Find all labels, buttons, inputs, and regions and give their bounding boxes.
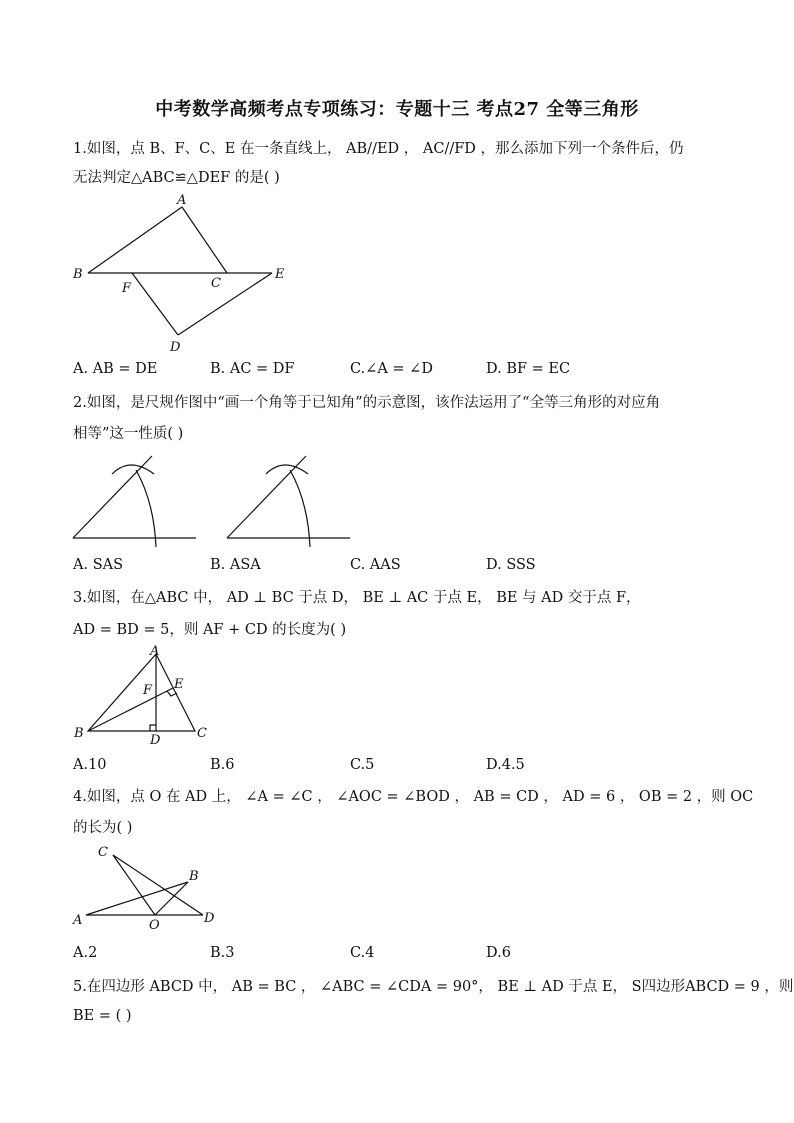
q4-segment-CD — [113, 855, 203, 915]
q1-segment-DE — [178, 273, 272, 335]
q2-right-slant-ray — [227, 456, 306, 538]
q3-text-line2: AD = BD = 5，则 AF + CD 的长度为( ) — [73, 622, 347, 638]
q4-figure — [70, 840, 220, 940]
q1-label-A: A — [177, 193, 187, 208]
q3-option-a: A.10 — [73, 757, 107, 773]
q4-segment-CO — [113, 855, 155, 915]
q1-segment-FD — [132, 273, 178, 335]
q3-label-E: E — [174, 677, 184, 692]
q4-text-line1: 4.如图，点 O 在 AD 上， ∠A = ∠C ， ∠AOC = ∠BOD ， AB = CD ， AD = 6 ， OB = 2 ，则 OC — [73, 789, 754, 805]
q3-option-b: B.6 — [210, 757, 235, 773]
q1-figure — [70, 190, 300, 360]
q2-right-big-arc — [290, 470, 310, 547]
q1-label-E: E — [275, 267, 285, 282]
q3-option-c: C.5 — [350, 757, 375, 773]
q3-figure — [70, 642, 220, 752]
q4-option-c: C.4 — [350, 945, 375, 961]
q4-label-A: A — [73, 913, 83, 928]
q2-left-small-arc — [112, 465, 154, 474]
q4-text-line2: 的长为( ) — [73, 820, 133, 836]
q1-text-line1: 1.如图，点 B、F、C、E 在一条直线上， AB//ED ， AC//FD ，那么添加下列一个条件后，仍 — [73, 141, 684, 157]
q4-label-B: B — [189, 869, 199, 884]
q3-label-C: C — [197, 726, 207, 741]
q5-text-line1: 5.在四边形 ABCD 中， AB = BC ， ∠ABC = ∠CDA = 90°， BE ⊥ AD 于点 E， S四边形ABCD = 9 ，则 — [73, 979, 794, 995]
q2-figure-left — [70, 452, 200, 552]
q1-label-C: C — [211, 276, 221, 291]
q1-text-line2: 无法判定△ABC≌△DEF 的是( ) — [73, 170, 280, 186]
q4-option-a: A.2 — [73, 945, 98, 961]
q2-option-b: B. ASA — [210, 557, 261, 573]
q2-option-a: A. SAS — [73, 557, 124, 573]
q4-option-b: B.3 — [210, 945, 235, 961]
q2-right-small-arc — [266, 465, 308, 474]
q4-segment-AB — [86, 882, 188, 915]
q1-label-B: B — [73, 267, 83, 282]
q2-text-line1: 2.如图，是尺规作图中“画一个角等于已知角”的示意图，该作法运用了“全等三角形的对应角 — [73, 395, 661, 411]
q3-label-A: A — [150, 644, 160, 659]
q4-label-D: D — [204, 911, 215, 926]
q1-option-b: B. AC = DF — [210, 361, 295, 377]
q4-option-d: D.6 — [486, 945, 511, 961]
q2-figure-right — [224, 452, 354, 552]
q1-label-F: F — [122, 281, 132, 296]
q2-option-d: D. SSS — [486, 557, 536, 573]
q3-text-line1: 3.如图，在△ABC 中， AD ⊥ BC 于点 D， BE ⊥ AC 于点 E， BE 与 AD 交于点 F， — [73, 590, 641, 606]
q4-label-O: O — [149, 918, 160, 933]
q1-option-c: C.∠A = ∠D — [350, 361, 433, 377]
q3-label-F: F — [143, 683, 153, 698]
q2-text-line2: 相等”这一性质( ) — [73, 426, 184, 442]
q3-right-angle-D — [150, 725, 156, 731]
q1-option-d: D. BF = EC — [486, 361, 571, 377]
page-title: 中考数学高频考点专项练习：专题十三 考点27 全等三角形 — [155, 99, 639, 120]
q1-segment-BA — [88, 207, 182, 273]
q2-left-slant-ray — [73, 456, 152, 538]
q1-segment-AC — [182, 207, 227, 273]
q1-option-a: A. AB = DE — [73, 361, 158, 377]
q3-label-B: B — [74, 726, 84, 741]
q2-option-c: C. AAS — [350, 557, 401, 573]
q3-option-d: D.4.5 — [486, 757, 525, 773]
q4-label-C: C — [98, 845, 108, 860]
q1-label-D: D — [170, 340, 181, 355]
q3-triangle-ABC — [88, 654, 195, 731]
q2-left-big-arc — [136, 470, 156, 547]
q3-label-D: D — [150, 733, 161, 748]
q5-text-line2: BE = ( ) — [73, 1008, 132, 1024]
q3-altitude-BE — [88, 688, 173, 731]
